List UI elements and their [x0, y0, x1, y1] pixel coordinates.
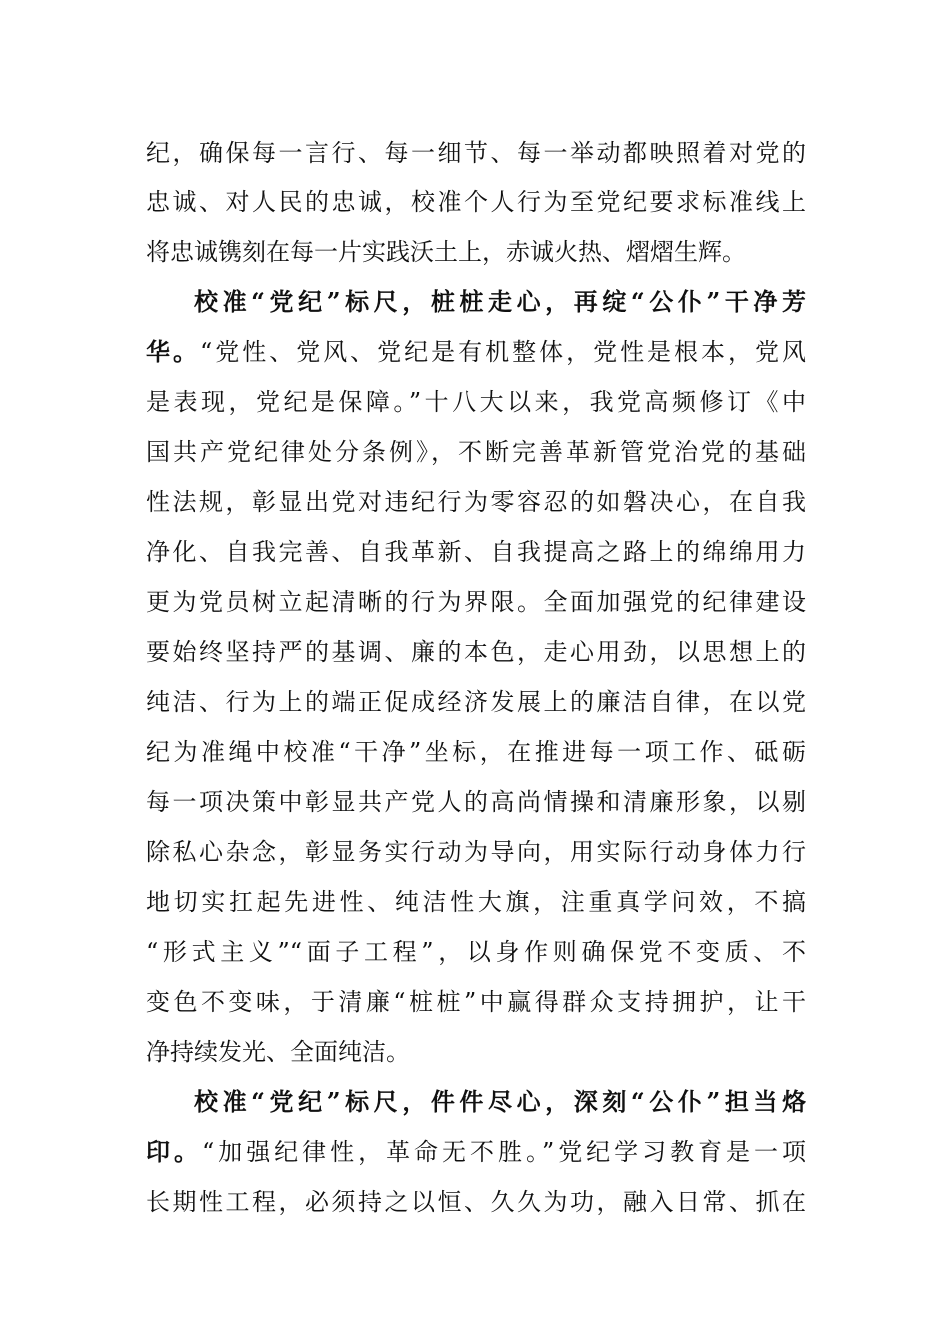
section-heading: 校准“党纪”标尺，桩桩走心，再绽“公仆”干净芳 — [194, 287, 806, 316]
text-line: 要始终坚持严的基调、廉的本色，走心用劲，以思想上的 — [146, 638, 806, 666]
text-line: 是表现，党纪是保障。”十八大以来，我党高频修订《中 — [146, 388, 806, 416]
text-line: 长期性工程，必须持之以恒、久久为功，融入日常、抓在 — [146, 1188, 806, 1216]
text-line: 国共产党纪律处分条例》，不断完善革新管党治党的基础 — [146, 438, 806, 466]
text-line: 净化、自我完善、自我革新、自我提高之路上的绵绵用力 — [146, 538, 806, 566]
text-line: 将忠诚镌刻在每一片实践沃土上，赤诚火热、熠熠生辉。 — [146, 238, 746, 266]
text-fragment: “党性、党风、党纪是有机整体，党性是根本，党风 — [199, 338, 806, 366]
text-line: 除私心杂念，彰显务实行动为导向，用实际行动身体力行 — [146, 838, 806, 866]
text-line — [146, 334, 806, 370]
text-line: 纯洁、行为上的端正促成经济发展上的廉洁自律，在以党 — [146, 688, 806, 716]
text-line: 纪，确保每一言行、每一细节、每一举动都映照着对党的 — [146, 139, 806, 167]
text-line: “形式主义”“面子工程”，以身作则确保党不变质、不 — [146, 938, 806, 966]
text-line: 纪为准绳中校准“干净”坐标，在推进每一项工作、砥砺 — [146, 738, 806, 766]
text-line: 更为党员树立起清晰的行为界限。全面加强党的纪律建设 — [146, 588, 806, 616]
text-line: 净持续发光、全面纯洁。 — [146, 1038, 410, 1066]
text-line — [146, 1134, 806, 1170]
text-line: 每一项决策中彰显共产党人的高尚情操和清廉形象，以剔 — [146, 788, 806, 816]
text-line: 变色不变味，于清廉“桩桩”中赢得群众支持拥护，让干 — [146, 988, 806, 1016]
text-line: 性法规，彰显出党对违纪行为零容忍的如磐决心，在自我 — [146, 488, 806, 516]
text-line: 忠诚、对人民的忠诚，校准个人行为至党纪要求标准线上 — [146, 188, 806, 216]
section-heading: 校准“党纪”标尺，件件尽心，深刻“公仆”担当烙 — [194, 1087, 806, 1116]
text-fragment: “加强纪律性，革命无不胜。”党纪学习教育是一项 — [201, 1138, 807, 1166]
section-heading-end: 印。 — [146, 1137, 202, 1166]
text-line: 地切实扛起先进性、纯洁性大旗，注重真学问效，不搞 — [146, 888, 806, 916]
section-heading-end: 华。 — [146, 337, 200, 366]
